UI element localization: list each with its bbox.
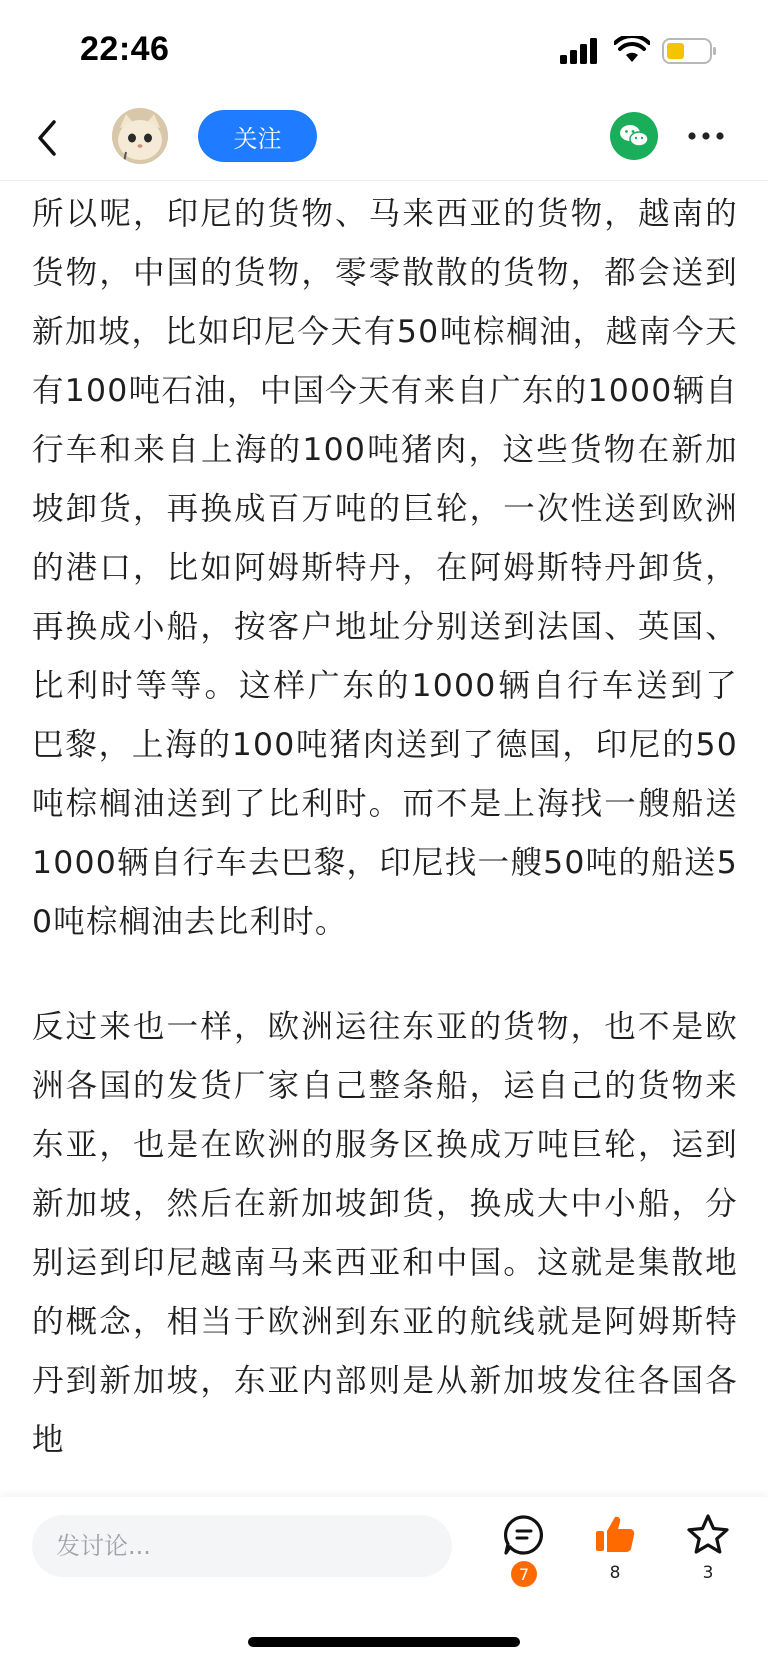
author-avatar[interactable]	[112, 108, 168, 164]
article-paragraph: 反过来也一样，欧洲运往东亚的货物，也不是欧洲各国的发货厂家自己整条船，运自己的货物来东亚，也是在欧洲的服务区换成万吨巨轮，运到新加坡，然后在新加坡卸货，换成大中小船，分别运到印尼越南马来西亚和中国。这就是集散地的概念，相当于欧洲到东亚的航线就是阿姆斯特丹到新加坡，东亚内部则是从新加坡发往各国各地	[32, 1009, 738, 1458]
wechat-icon	[619, 123, 649, 149]
wechat-share-button[interactable]	[610, 112, 658, 160]
comments-button[interactable]	[489, 1513, 559, 1603]
star-icon	[686, 1513, 730, 1557]
bottom-action-bar	[0, 1497, 768, 1663]
wifi-icon	[614, 36, 650, 64]
follow-button[interactable]: 关注	[198, 110, 317, 162]
favorites-count: 3	[702, 1563, 714, 1583]
article-content	[32, 185, 738, 1500]
like-button[interactable]	[580, 1513, 650, 1603]
cat-avatar-icon	[112, 108, 168, 164]
status-bar	[0, 0, 768, 100]
cellular-signal-icon	[560, 38, 600, 64]
top-nav	[0, 100, 768, 181]
battery-icon	[662, 38, 718, 64]
favorite-button[interactable]	[673, 1513, 743, 1603]
comment-input[interactable]	[32, 1515, 452, 1577]
back-arrow-icon[interactable]	[30, 116, 66, 160]
more-options-icon[interactable]	[684, 122, 728, 150]
home-indicator	[248, 1637, 520, 1647]
thumbs-up-icon	[593, 1513, 637, 1557]
comment-icon	[502, 1513, 546, 1557]
comments-count-badge: 7	[511, 1561, 537, 1587]
status-time: 22:46	[80, 30, 170, 68]
article-paragraph: 所以呢，印尼的货物、马来西亚的货物，越南的货物，中国的货物，零零散散的货物，都会送到新加坡，比如印尼今天有50吨棕榈油，越南今天有100吨石油，中国今天有来自广东的1000辆自行车和来自上海的100吨猪肉，这些货物在新加坡卸货，再换成百万吨的巨轮，一次性送到欧洲的港口，比如阿姆斯特丹，在阿姆斯特丹卸货，再换成小船，按客户地址分别送到法国、英国、比利时等等。这样广东的1000辆自行车送到了巴黎，上海的100吨猪肉送到了德国，印尼的50吨棕榈油送到了比利时。而不是上海找一艘船送1000辆自行车去巴黎，印尼找一艘50吨的船送50吨棕榈油去比利时。	[32, 196, 738, 940]
likes-count: 8	[609, 1563, 621, 1583]
